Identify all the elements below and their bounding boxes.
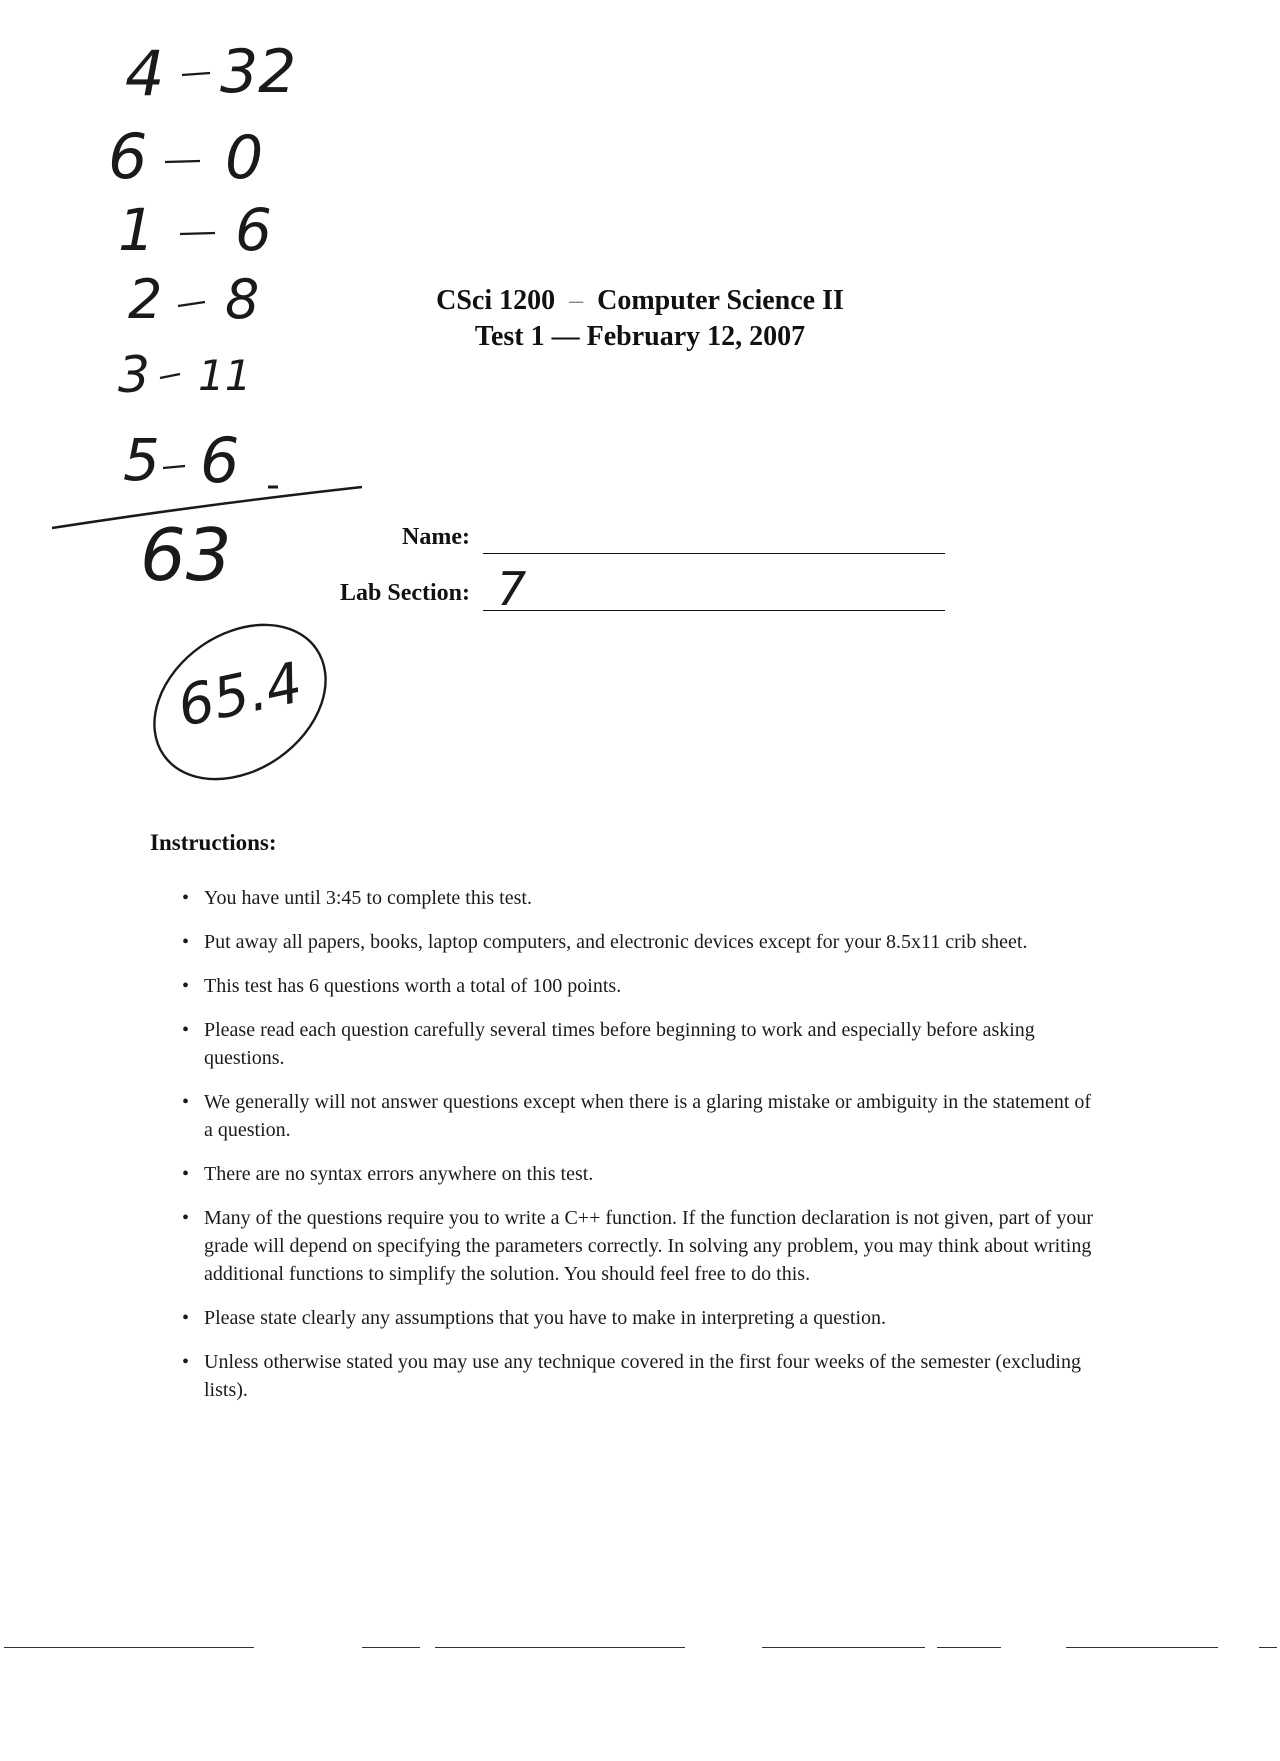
score-points-3: 6 bbox=[235, 196, 272, 264]
score-dash-1 bbox=[182, 73, 210, 75]
lab-section-value: 7 bbox=[497, 562, 527, 616]
score-question-4: 2 bbox=[128, 268, 163, 331]
score-dash-3 bbox=[180, 233, 215, 234]
score-dash-6 bbox=[163, 466, 185, 468]
final-score-circle bbox=[125, 593, 355, 811]
total-underline-stroke bbox=[52, 487, 362, 528]
score-dash-5 bbox=[160, 374, 180, 378]
course-title-line bbox=[380, 283, 900, 319]
scan-artifact-line bbox=[1259, 1647, 1277, 1648]
score-points-2: 0 bbox=[225, 123, 264, 193]
instruction-item: • Please read each question carefully several times before beginning to work and especially before asking questions. bbox=[204, 1016, 1100, 1072]
scan-artifact-line bbox=[4, 1647, 254, 1648]
score-points-5: 11 bbox=[198, 351, 252, 400]
score-points-1: 32 bbox=[220, 37, 297, 107]
instruction-item: • You have until 3:45 to complete this test. bbox=[204, 884, 1100, 912]
instructions-list bbox=[150, 884, 1100, 1404]
instruction-item: • Many of the questions require you to write a C++ function. If the function declaration is not given, part of your grade will depend on specifying the parameters correctly. In solving any problem, you may think about writing additional functions to simplify the solution. You should feel free to do this. bbox=[204, 1204, 1100, 1288]
score-question-2: 6 bbox=[108, 120, 148, 193]
lab-section-line[interactable] bbox=[483, 610, 945, 611]
score-points-4: 8 bbox=[225, 268, 260, 331]
instruction-item: • Put away all papers, books, laptop computers, and electronic devices except for your 8.5x11 crib sheet. bbox=[204, 928, 1100, 956]
scan-artifact-line bbox=[1066, 1647, 1218, 1648]
score-question-6: 5 bbox=[123, 426, 160, 494]
scan-artifact-line bbox=[937, 1647, 1001, 1648]
exam-header bbox=[380, 283, 900, 355]
score-total: 63 bbox=[140, 513, 232, 597]
score-question-5: 3 bbox=[118, 346, 150, 404]
lab-section-label: Lab Section: bbox=[339, 580, 470, 606]
instructions-heading: Instructions: bbox=[150, 830, 277, 855]
course-code: CSci 1200 bbox=[436, 285, 556, 316]
title-separator: – bbox=[569, 285, 584, 316]
scan-artifact-line bbox=[362, 1647, 420, 1648]
final-score-circled: 65.4 bbox=[172, 650, 308, 740]
instruction-item: • Unless otherwise stated you may use any technique covered in the first four weeks of the semester (excluding lists). bbox=[204, 1348, 1100, 1404]
instruction-item: • There are no syntax errors anywhere on this test. bbox=[204, 1160, 1100, 1188]
scan-artifact-line bbox=[435, 1647, 685, 1648]
name-line[interactable] bbox=[483, 553, 945, 554]
scan-artifact-line bbox=[762, 1647, 925, 1648]
name-label: Name: bbox=[402, 524, 470, 550]
score-question-1: 4 bbox=[125, 37, 165, 110]
score-points-6: 6 bbox=[200, 424, 240, 497]
score-question-3: 1 bbox=[118, 196, 155, 264]
instruction-item: • Please state clearly any assumptions that you have to make in interpreting a question. bbox=[204, 1304, 1100, 1332]
score-dash-2 bbox=[165, 161, 200, 162]
score-dash-4 bbox=[178, 302, 205, 306]
course-name: Computer Science II bbox=[597, 285, 844, 316]
instructions-section bbox=[150, 830, 1100, 1420]
test-date-line: Test 1 — February 12, 2007 bbox=[474, 321, 806, 352]
instruction-item: • This test has 6 questions worth a total of 100 points. bbox=[204, 972, 1100, 1000]
instruction-item: • We generally will not answer questions except when there is a glaring mistake or ambiguity in the statement of a question. bbox=[204, 1088, 1100, 1144]
